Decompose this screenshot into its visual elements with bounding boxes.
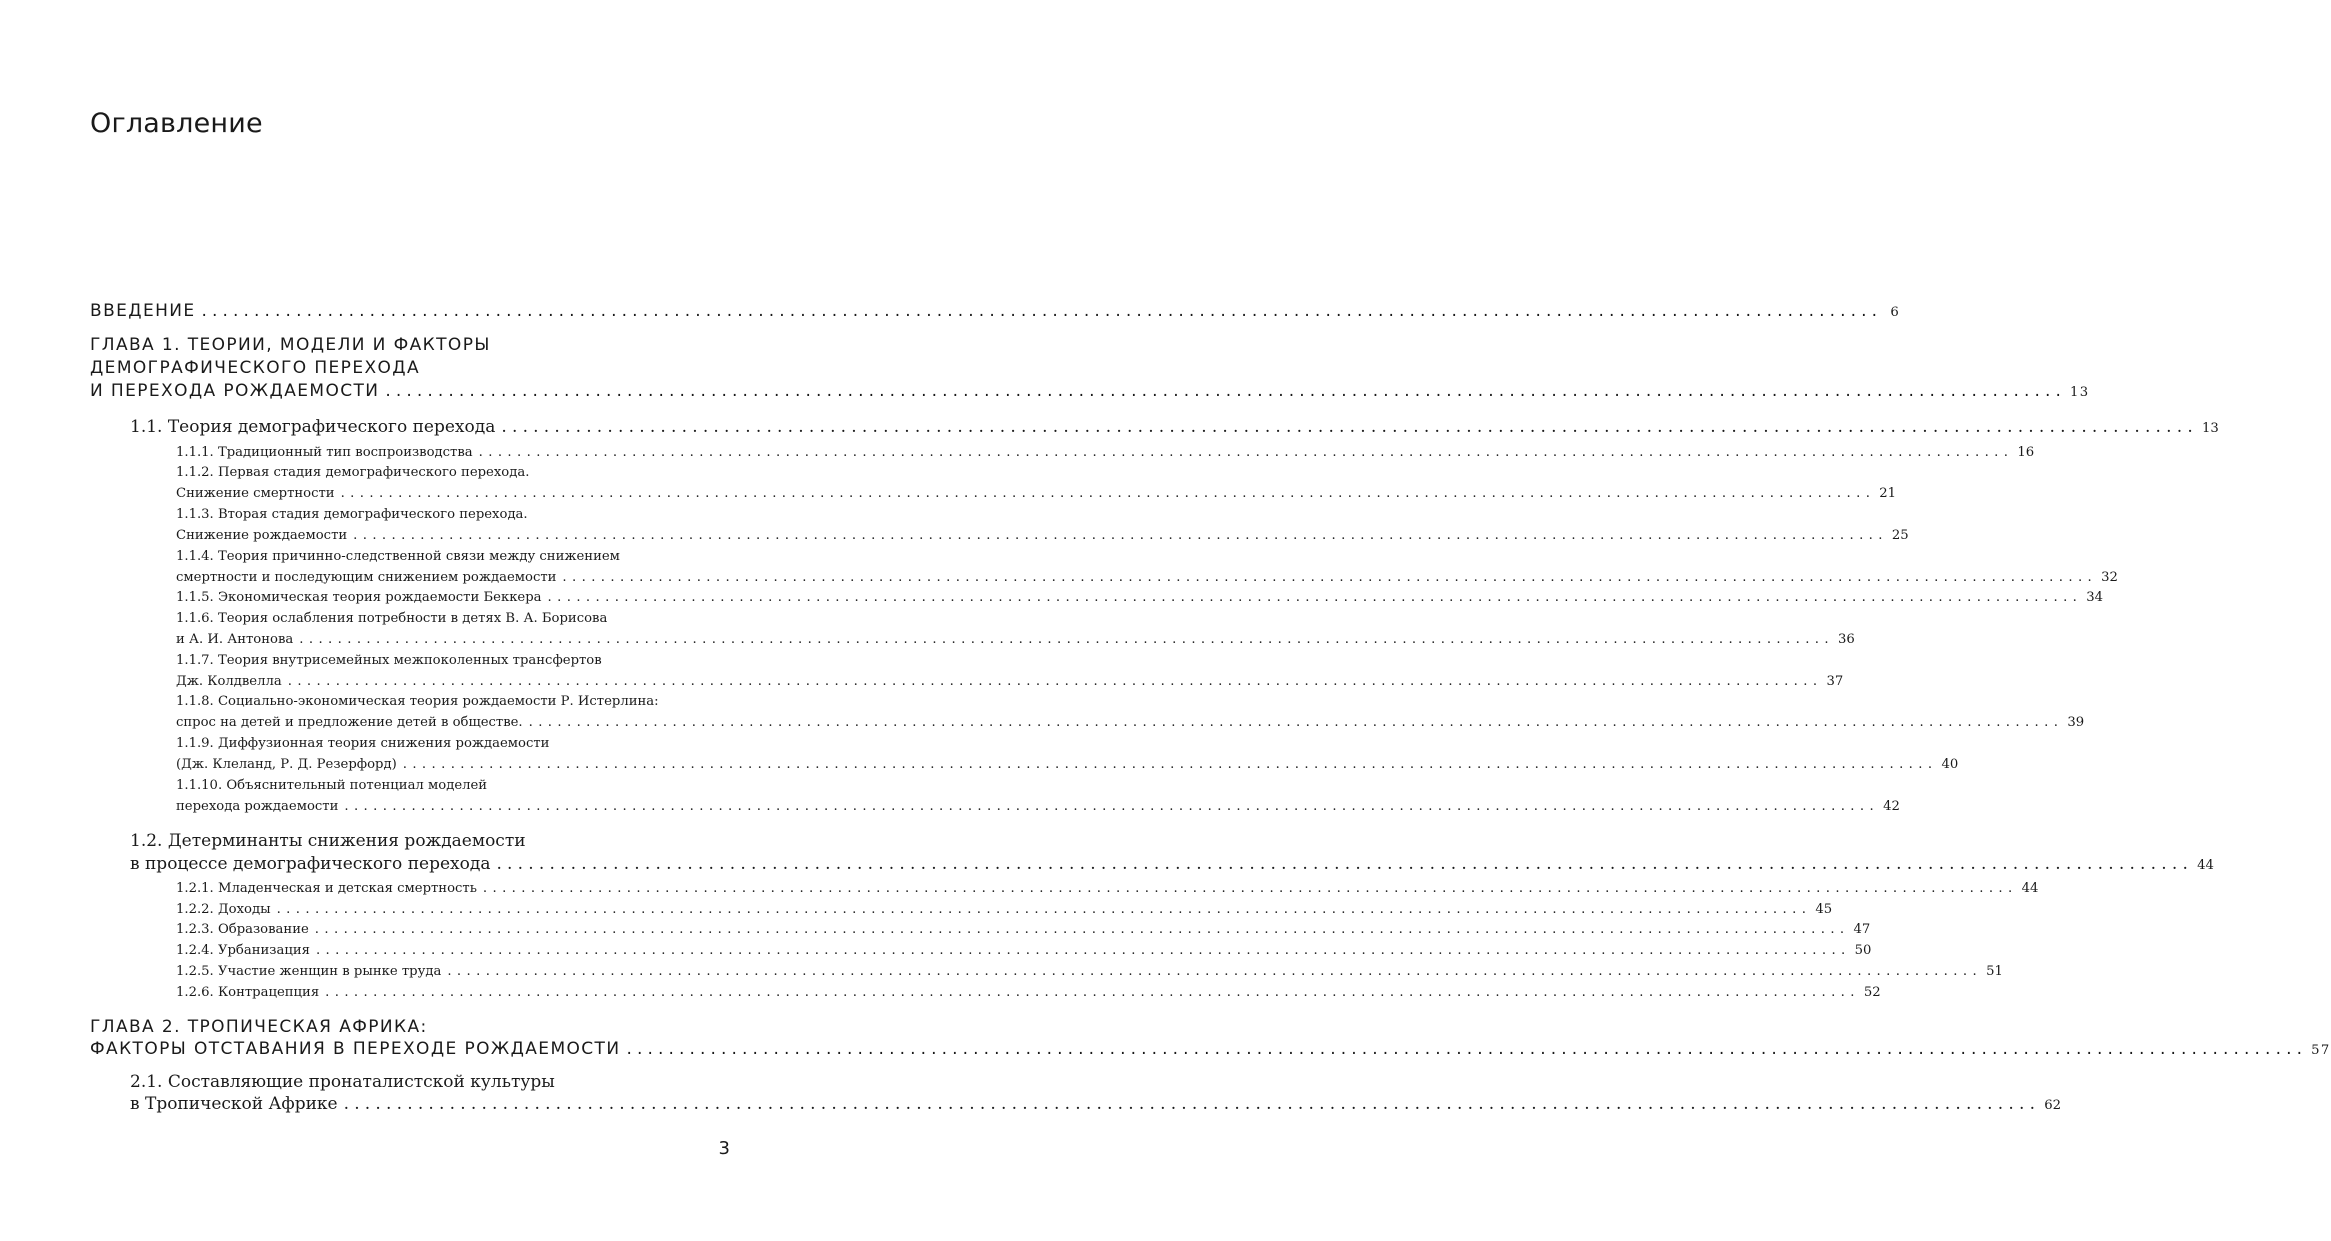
dot-leader: ................................................................................................................................................................: [315, 943, 1851, 958]
dot-leader: ................................................................................................................................................................: [287, 674, 1823, 689]
toc-entry-subsection[interactable]: [176, 463, 728, 483]
dot-leader: ................................................................................................................................................................: [562, 570, 2098, 585]
toc-page-number: 39: [2067, 715, 2085, 730]
toc-entry-title: 1.2.1. Младенческая и детская смертность: [176, 881, 477, 896]
toc-entry-subsection[interactable]: [176, 983, 1881, 1003]
toc-entry-intro[interactable]: [90, 299, 1901, 323]
toc-entry-section[interactable]: [130, 829, 728, 853]
toc-entry-title: в процессе демографического перехода: [130, 854, 491, 874]
toc-entry-title: ВВЕДЕНИЕ: [90, 301, 196, 321]
toc-entry-title: 1.1.4. Теория причинно-следственной связи между снижением: [176, 549, 620, 564]
toc-entry-title: (Дж. Клеланд, Р. Д. Резерфорд): [176, 757, 397, 772]
toc-entry-title: 1.1.7. Теория внутрисемейных межпоколенных трансфертов: [176, 653, 602, 668]
toc-page-number: 45: [1815, 902, 1833, 917]
toc-page-number: 21: [1879, 486, 1897, 501]
toc-entry-title: перехода рождаемости: [176, 799, 339, 814]
toc-page-number: 52: [1863, 985, 1881, 1000]
toc-page-number: 32: [2101, 570, 2118, 585]
toc-entry-title: 1.1. Теория демографического перехода: [130, 417, 496, 437]
toc-entry-subsection[interactable]: [176, 505, 728, 525]
dot-leader: ................................................................................................................................................................: [340, 486, 1876, 501]
dot-leader: ................................................................................................................................................................: [353, 528, 1888, 543]
toc-page-number: 62: [2044, 1098, 2061, 1113]
dot-leader: ................................................................................................................................................................: [201, 301, 1883, 321]
toc-page-number: 57: [2311, 1043, 2331, 1058]
toc-entry-title: 1.2.4. Урбанизация: [176, 943, 310, 958]
toc-entry-title: 1.2.6. Контрацепция: [176, 985, 320, 1000]
toc-page-number: 51: [1986, 964, 2003, 979]
toc-entry-title: Дж. Колдвелла: [176, 674, 282, 689]
dot-leader: ................................................................................................................................................................: [501, 417, 2198, 437]
toc-page-number: 16: [2017, 445, 2035, 460]
toc-page-number: 40: [1941, 757, 1959, 772]
toc-entry-subsection[interactable]: [176, 568, 2118, 588]
toc-entry-subsection[interactable]: [176, 526, 1909, 546]
toc-entry-chapter-1[interactable]: [90, 356, 728, 380]
dot-leader: ................................................................................................................................................................: [344, 799, 1880, 814]
toc-entry-subsection[interactable]: [176, 692, 728, 712]
toc-entry-title: ФАКТОРЫ ОТСТАВАНИЯ В ПЕРЕХОДЕ РОЖДАЕМОСТИ: [90, 1039, 621, 1059]
toc-page-number: 6: [1890, 305, 1901, 320]
toc-entry-title: 1.1.6. Теория ослабления потребности в детях В. А. Борисова: [176, 611, 608, 626]
toc-entry-title: и А. И. Антонова: [176, 632, 294, 647]
toc-entry-subsection[interactable]: [176, 962, 2003, 982]
toc-entry-title: 1.2.2. Доходы: [176, 902, 271, 917]
toc-page-number: 36: [1837, 632, 1855, 647]
toc-entry-title: спрос на детей и предложение детей в обществе.: [176, 715, 523, 730]
toc-entry-subsection[interactable]: [176, 672, 1844, 692]
toc-entry-title: ГЛАВА 2. ТРОПИЧЕСКАЯ АФРИКА:: [90, 1017, 428, 1037]
toc-page-number: 13: [2201, 421, 2219, 436]
toc-entry-title: ДЕМОГРАФИЧЕСКОГО ПЕРЕХОДА: [90, 358, 420, 378]
toc-entry-chapter-2[interactable]: [90, 1015, 728, 1039]
toc-entry-subsection[interactable]: [176, 920, 1871, 940]
toc-entry-subsection[interactable]: [176, 879, 2039, 899]
toc-entry-title: смертности и последующим снижением рождаемости: [176, 570, 557, 585]
toc-page-number: 13: [2070, 385, 2090, 400]
dot-leader: ................................................................................................................................................................: [325, 985, 1860, 1000]
dot-leader: ................................................................................................................................................................: [299, 632, 1834, 647]
toc-entry-title: 1.2. Детерминанты снижения рождаемости: [130, 831, 526, 851]
toc-entry-subsection[interactable]: [176, 484, 1897, 504]
toc-page-number: 34: [2086, 590, 2104, 605]
toc-entry-subsection[interactable]: [176, 651, 728, 671]
toc-entry-title: И ПЕРЕХОДА РОЖДАЕМОСТИ: [90, 381, 380, 401]
toc-entry-title: 2.1. Составляющие пронаталистской культуры: [130, 1072, 555, 1092]
toc-entry-section[interactable]: [130, 1092, 2061, 1116]
toc-page-number: 25: [1891, 528, 1909, 543]
dot-leader: ................................................................................................................................................................: [385, 381, 2067, 401]
toc-entry-title: 1.1.1. Традиционный тип воспроизводства: [176, 445, 473, 460]
toc-entry-section[interactable]: [130, 1070, 728, 1094]
toc-entry-subsection[interactable]: [176, 755, 1959, 775]
toc-entry-title: 1.1.9. Диффузионная теория снижения рождаемости: [176, 736, 550, 751]
toc-entry-section[interactable]: [130, 852, 2214, 876]
toc-entry-subsection[interactable]: [176, 547, 728, 567]
toc-entry-chapter-1[interactable]: [90, 333, 728, 357]
dot-leader: ................................................................................................................................................................: [447, 964, 1983, 979]
toc-entry-subsection[interactable]: [176, 776, 728, 796]
toc-entry-subsection[interactable]: [176, 588, 2104, 608]
toc-entry-title: Снижение смертности: [176, 486, 335, 501]
toc-entry-subsection[interactable]: [176, 713, 2085, 733]
toc-entry-title: Снижение рождаемости: [176, 528, 348, 543]
toc-entry-title: в Тропической Африке: [130, 1094, 338, 1114]
toc-entry-chapter-2[interactable]: [90, 1037, 2331, 1061]
dot-leader: ................................................................................................................................................................: [528, 715, 2064, 730]
toc-entry-subsection[interactable]: [176, 630, 1855, 650]
toc-entry-title: 1.1.3. Вторая стадия демографического перехода.: [176, 507, 528, 522]
toc-entry-title: 1.2.3. Образование: [176, 922, 309, 937]
dot-leader: ................................................................................................................................................................: [547, 590, 2083, 605]
toc-entry-title: 1.2.5. Участие женщин в рынке труда: [176, 964, 442, 979]
toc-entry-title: 1.1.10. Объяснительный потенциал моделей: [176, 778, 488, 793]
page-number: 3: [718, 1138, 730, 1159]
toc-entry-subsection[interactable]: [176, 443, 2035, 463]
dot-leader: ................................................................................................................................................................: [496, 854, 2194, 874]
toc-entry-subsection[interactable]: [176, 797, 1900, 817]
toc-entry-section[interactable]: [130, 415, 2219, 439]
toc-entry-subsection[interactable]: [176, 734, 728, 754]
dot-leader: ................................................................................................................................................................: [478, 445, 2014, 460]
toc-entry-chapter-1[interactable]: [90, 379, 2090, 403]
dot-leader: ................................................................................................................................................................: [626, 1039, 2308, 1059]
dot-leader: ................................................................................................................................................................: [402, 757, 1938, 772]
dot-leader: ................................................................................................................................................................: [314, 922, 1850, 937]
toc-entry-title: ГЛАВА 1. ТЕОРИИ, МОДЕЛИ И ФАКТОРЫ: [90, 335, 491, 355]
toc-page-number: 37: [1826, 674, 1844, 689]
toc-page-number: 44: [2021, 881, 2039, 896]
toc-page-number: 50: [1854, 943, 1872, 958]
dot-leader: ................................................................................................................................................................: [482, 881, 2018, 896]
toc-entry-subsection[interactable]: [176, 941, 1872, 961]
dot-leader: ................................................................................................................................................................: [276, 902, 1812, 917]
page-title: Оглавление: [90, 108, 263, 139]
toc-page-number: 42: [1883, 799, 1900, 814]
toc-entry-title: 1.1.2. Первая стадия демографического перехода.: [176, 465, 530, 480]
toc-page-number: 47: [1853, 922, 1871, 937]
dot-leader: ................................................................................................................................................................: [343, 1094, 2041, 1114]
toc-entry-title: 1.1.5. Экономическая теория рождаемости Беккера: [176, 590, 542, 605]
toc-entry-title: 1.1.8. Социально-экономическая теория рождаемости Р. Истерлина:: [176, 694, 659, 709]
toc-entry-subsection[interactable]: [176, 609, 728, 629]
toc-page-number: 44: [2197, 858, 2214, 873]
toc-entry-subsection[interactable]: [176, 900, 1833, 920]
